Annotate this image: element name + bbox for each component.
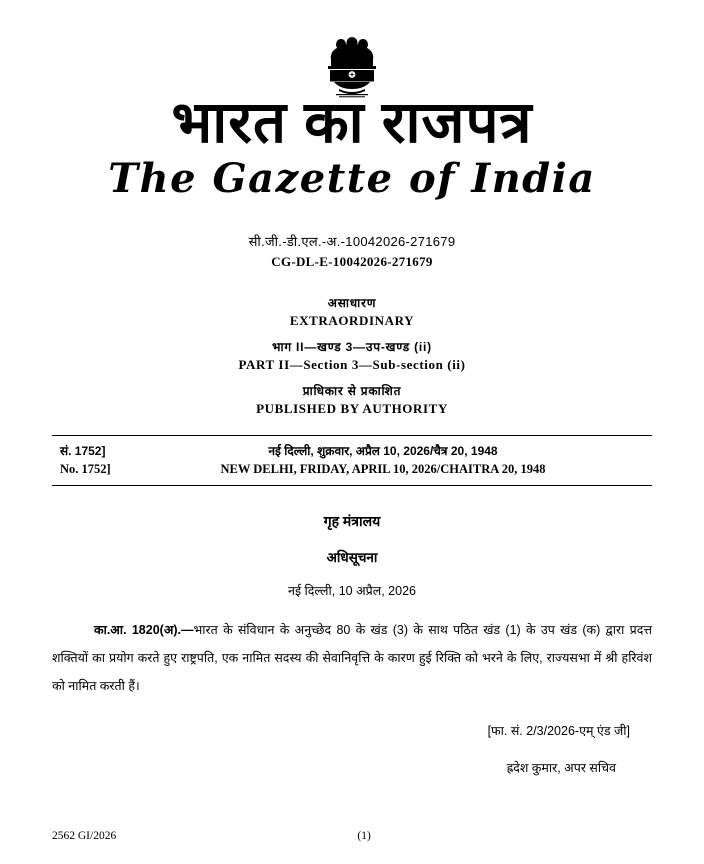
issue-date-hindi: नई दिल्ली, शुक्रवार, अप्रैल 10, 2026/चैत्र 20, 1948 xyxy=(268,444,498,458)
extraordinary-hindi: असाधारण xyxy=(327,296,377,310)
issue-information-bar xyxy=(52,435,652,486)
file-reference: [फा. सं. 2/3/2026-एम् एंड जी] xyxy=(487,724,630,738)
classification-block xyxy=(52,294,652,417)
notification-place-date: नई दिल्ली, 10 अप्रैल, 2026 xyxy=(288,584,416,598)
notification-body xyxy=(52,616,652,700)
page-number: (1) xyxy=(357,830,371,842)
part-section-english: PART II—Section 3—Sub-section (ii) xyxy=(238,357,466,372)
document-codes xyxy=(52,232,652,270)
ministry-name: गृह मंत्रालय xyxy=(323,513,381,529)
emblem-container xyxy=(52,34,652,98)
issue-row-english xyxy=(52,460,652,478)
masthead xyxy=(52,0,652,202)
india-state-emblem-icon xyxy=(323,34,381,98)
cgdl-code-hindi: सी.जी.-डी.एल.-अ.-10042026-271679 xyxy=(248,234,456,249)
notification-heading: अधिसूचना xyxy=(326,550,378,565)
issue-number-english: No. 1752] xyxy=(60,462,111,476)
page-footer xyxy=(52,830,652,842)
masthead-title-hindi: भारत का राजपत्र xyxy=(171,90,533,155)
footer-print-code: 2562 GI/2026 xyxy=(52,830,117,842)
authority-hindi: प्राधिकार से प्रकाशित xyxy=(302,384,402,398)
issue-date-english: NEW DELHI, FRIDAY, APRIL 10, 2026/CHAITRA 20, 1948 xyxy=(220,462,546,476)
cgdl-code-english: CG-DL-E-10042026-271679 xyxy=(271,254,433,269)
issue-row-hindi xyxy=(52,442,652,460)
order-number: का.आ. 1820(अ).— xyxy=(94,623,194,637)
masthead-title-english: The Gazette of India xyxy=(108,155,596,202)
notification-body-text: भारत के संविधान के अनुच्छेद 80 के खंड (3) के साथ पठित खंड (1) के उप खंड (क) द्वारा प्रदत्त शक्तियों का प्रयोग करते हुए राष्ट्रपति, एक नामित सदस्य की सेवानिवृत्ति के कारण हुई रिक्ति को भरने के लिए, राज्यसभा में श्री हरिवंश को नामित करती हैं। xyxy=(52,623,653,693)
part-section-hindi: भाग II—खण्ड 3—उप-खण्ड (ii) xyxy=(272,340,432,354)
signatory: ह्रदेश कुमार, अपर सचिव xyxy=(506,761,616,775)
authority-english: PUBLISHED BY AUTHORITY xyxy=(256,401,448,416)
issue-number-hindi: सं. 1752] xyxy=(60,444,106,458)
extraordinary-english: EXTRAORDINARY xyxy=(289,313,415,328)
